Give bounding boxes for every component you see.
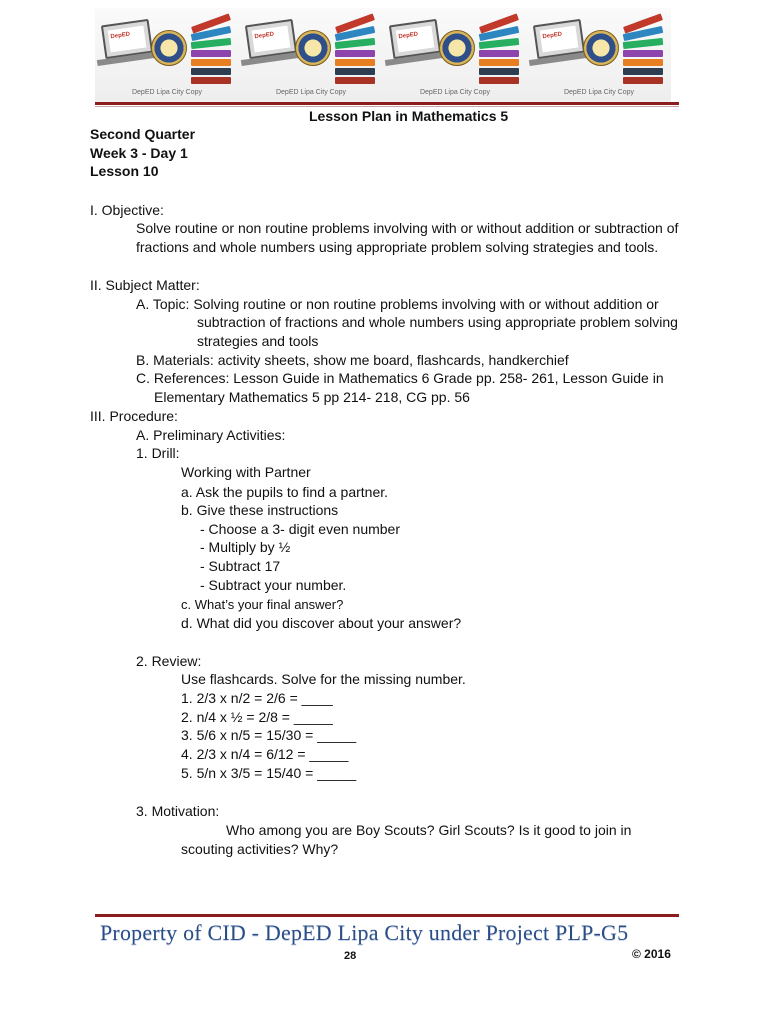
page-number: 28 — [344, 950, 357, 962]
laptop-icon: DepED — [101, 19, 153, 59]
motivation-heading: 3. Motivation: — [136, 803, 220, 819]
week-label: Week 3 - Day 1 — [90, 145, 188, 161]
header-banner — [95, 8, 671, 102]
subject-matter-heading: II. Subject Matter: — [90, 277, 200, 293]
laptop-icon: DepED — [245, 19, 297, 59]
quarter-label: Second Quarter — [90, 126, 196, 142]
copyright-mark: © 2016 — [632, 947, 671, 961]
books-icon — [479, 16, 521, 86]
laptop-icon: DepED — [533, 19, 585, 59]
drill-instruction: - Subtract your number. — [200, 577, 347, 593]
banner-caption: DepED Lipa City Copy — [131, 89, 203, 96]
books-icon — [191, 16, 233, 86]
document-title: Lesson Plan in Mathematics 5 — [309, 108, 509, 124]
drill-title: Working with Partner — [181, 464, 311, 480]
drill-step: c. What’s your final answer? — [181, 597, 344, 612]
objective-heading: I. Objective: — [90, 202, 164, 218]
review-item: 1. 2/3 x n/2 = 2/6 = ____ — [181, 690, 333, 706]
deped-seal-icon — [295, 30, 331, 66]
header-divider — [95, 102, 679, 105]
review-item: 2. n/4 x ½ = 2/8 = _____ — [181, 709, 333, 725]
laptop-icon: DepED — [389, 19, 441, 59]
books-icon — [623, 16, 665, 86]
footer-property-text: Property of CID - DepED Lipa City under Project PLP-G5 — [100, 920, 629, 945]
banner-caption: DepED Lipa City Copy — [275, 89, 347, 96]
review-item: 4. 2/3 x n/4 = 6/12 = _____ — [181, 746, 349, 762]
review-item: 3. 5/6 x n/5 = 15/30 = _____ — [181, 727, 357, 743]
objective-text: Solve routine or non routine problems involving with or without addition or subtraction of — [136, 220, 679, 236]
topic-text: A. Topic: Solving routine or non routine problems involving with or without addition or — [136, 296, 659, 312]
drill-step: b. Give these instructions — [181, 502, 339, 518]
banner-caption: DepED Lipa City Copy — [419, 89, 491, 96]
references-text: Elementary Mathematics 5 pp 214- 218, CG pp. 56 — [154, 389, 470, 405]
banner-panel — [527, 8, 671, 102]
deped-seal-icon — [439, 30, 475, 66]
banner-panel — [239, 8, 383, 102]
objective-text: fractions and whole numbers using appropriate problem solving strategies and tools. — [136, 239, 659, 255]
footer-divider — [95, 914, 679, 917]
deped-seal-icon — [583, 30, 619, 66]
review-heading: 2. Review: — [136, 653, 202, 669]
topic-text: strategies and tools — [197, 333, 319, 349]
motivation-text: Who among you are Boy Scouts? Girl Scouts? Is it good to join in — [226, 822, 632, 838]
drill-instruction: - Choose a 3- digit even number — [200, 521, 400, 537]
drill-heading: 1. Drill: — [136, 445, 180, 461]
drill-instruction: - Multiply by ½ — [200, 539, 291, 555]
banner-caption: DepED Lipa City Copy — [563, 89, 635, 96]
lesson-label: Lesson 10 — [90, 163, 159, 179]
banner-panel — [383, 8, 527, 102]
materials-text: B. Materials: activity sheets, show me board, flashcards, handkerchief — [136, 352, 569, 368]
banner-panel — [95, 8, 239, 102]
review-intro: Use flashcards. Solve for the missing number. — [181, 671, 466, 687]
drill-step: a. Ask the pupils to find a partner. — [181, 484, 389, 500]
deped-seal-icon — [151, 30, 187, 66]
books-icon — [335, 16, 377, 86]
preliminary-heading: A. Preliminary Activities: — [136, 427, 286, 443]
drill-step: d. What did you discover about your answer? — [181, 615, 462, 631]
procedure-heading: III. Procedure: — [90, 408, 178, 424]
review-item: 5. 5/n x 3/5 = 15/40 = _____ — [181, 765, 357, 781]
drill-instruction: - Subtract 17 — [200, 558, 281, 574]
motivation-text: scouting activities? Why? — [181, 841, 339, 857]
topic-text: subtraction of fractions and whole numbers using appropriate problem solving — [197, 314, 678, 330]
references-text: C. References: Lesson Guide in Mathematics 6 Grade pp. 258- 261, Lesson Guide in — [136, 370, 664, 386]
